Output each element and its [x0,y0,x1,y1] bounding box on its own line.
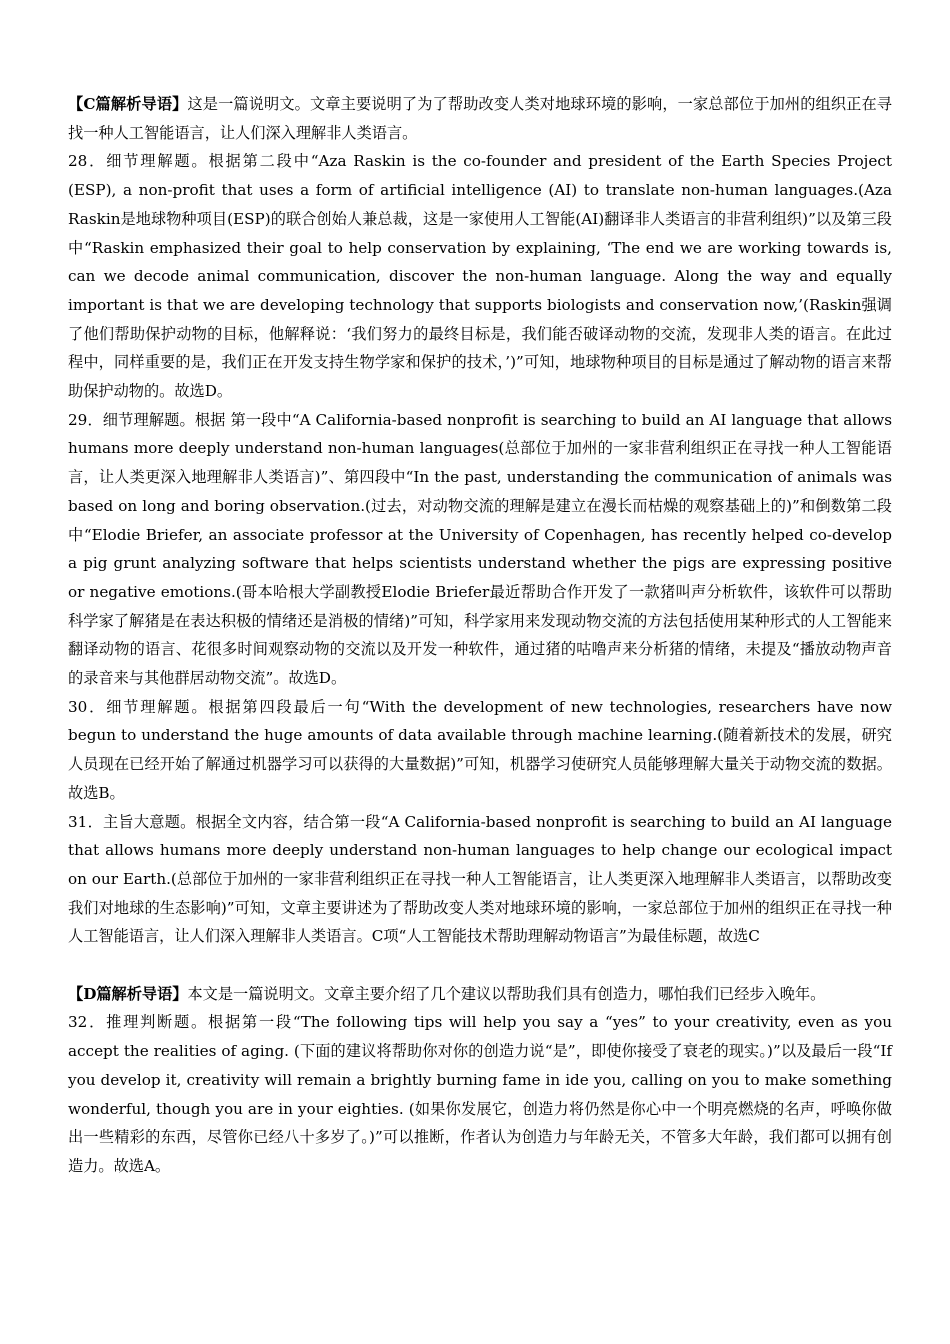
answer-31: 31．主旨大意题。根据全文内容，结合第一段“A California-based nonprofit is searching to build an AI language that allows humans more deeply understand non-human languages to help change our ecological impact on our Earth.(总部位于加州的一家非营利组织正在寻找一种人工智能语言，让人类更深入地理解非人类语言，以帮助改变我们对地球的生态影响)”可知，文章主要讲述为了帮助改变人类对地球环境的影响，一家总部位于加州的组织正在寻找一种人工智能语言，让人们深入理解非人类语言。C项“人工智能技术帮助理解动物语言”为最佳标题，故选C [68,812,892,946]
document-page [68,90,892,1181]
section-c-intro-text: 这是一篇说明文。文章主要说明了为了帮助改变人类对地球环境的影响，一家总部位于加州的组织正在寻找一种人工智能语言，让人们深入理解非人类语言。 [68,95,892,142]
answer-29: 29．细节理解题。根据 第一段中“A California-based nonprofit is searching to build an AI language that allows humans more deeply understand non-human languages(总部位于加州的一家非营利组织正在寻找一种人工智能语言，让人类更深入地理解非人类语言)”、第四段中“In the past, understanding the communication of animals was based on long and boring observation.(过去，对动物交流的理解是建立在漫长而枯燥的观察基础上的)”和倒数第二段中“Elodie Briefer, an associate professor at the University of Copenhagen, has recently helped co-develop a pig grunt analyzing software that helps scientists understand whether the pigs are expressing positive or negative emotions.(哥本哈根大学副教授Elodie Briefer最近帮助合作开发了一款猪叫声分析软件，该软件可以帮助科学家了解猪是在表达积极的情绪还是消极的情绪)”可知，科学家用来发现动物交流的方法包括使用某种形式的人工智能来翻译动物的语言、花很多时间观察动物的交流以及开发一种软件，通过猪的咕噜声来分析猪的情绪，未提及“播放动物声音的录音来与其他群居动物交流”。故选D。 [68,410,892,688]
section-c-intro [68,90,892,147]
answer-28: 28．细节理解题。根据第二段中“Aza Raskin is the co-founder and president of the Earth Species Project (ESP), a non-profit that uses a form of artificial intelligence (AI) to translate non-human languages.(Aza Raskin是地球物种项目(ESP)的联合创始人兼总裁，这是一家使用人工智能(AI)翻译非人类语言的非营利组织)”以及第三段中“Raskin emphasized their goal to help conservation by explaining, ‘The end we are working towards is, can we decode animal communication, discover the non-human language. Along the way and equally important is that we are developing technology that supports biologists and conservation now,’(Raskin强调了他们帮助保护动物的目标，他解释说：‘我们努力的最终目标是，我们能否破译动物的交流，发现非人类的语言。在此过程中，同样重要的是，我们正在开发支持生物学家和保护的技术，’)”可知，地球物种项目的目标是通过了解动物的语言来帮助保护动物的。故选D。 [68,152,892,401]
section-d-intro-label: 【D篇解析导语】 [68,984,188,1003]
section-gap [68,951,892,980]
section-c-intro-label: 【C篇解析导语】 [68,95,188,113]
answer-32: 32．推理判断题。根据第一段“The following tips will help you say a “yes” to your creativity, even as you accept the realities of aging. (下面的建议将帮助你对你的创造力说“是”，即使你接受了衰老的现实。)”以及最后一段“If you develop it, creativity will remain a brightly burning fame in ide you, calling on you to make something wonderful, though you are in your eighties. (如果你发展它，创造力将仍然是你心中一个明亮燃烧的名声，呼唤你做出一些精彩的东西，尽管你已经八十多岁了。)”可以推断，作者认为创造力与年龄无关，不管多大年龄，我们都可以拥有创造力。故选A。 [68,1013,892,1175]
section-d-intro [68,980,892,1009]
answer-30: 30．细节理解题。根据第四段最后一句“With the development of new technologies, researchers have now begun to understand the huge amounts of data available through machine learning.(随着新技术的发展，研究人员现在已经开始了解通过机器学习可以获得的大量数据)”可知，机器学习使研究人员能够理解大量关于动物交流的数据。故选B。 [68,697,892,802]
section-d-intro-text: 本文是一篇说明文。文章主要介绍了几个建议以帮助我们具有创造力，哪怕我们已经步入晚年。 [187,984,826,1003]
